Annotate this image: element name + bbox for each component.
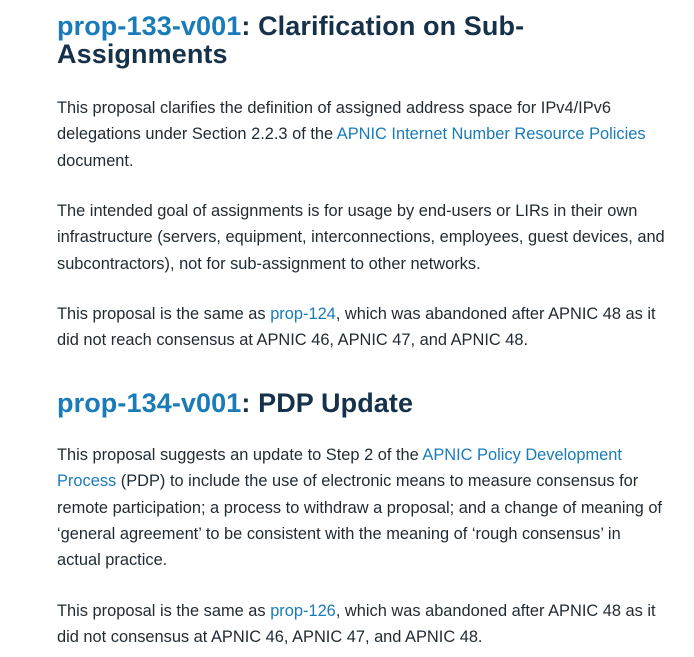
paragraph-text: This proposal suggests an update to Step 2 of the [57,446,423,464]
prop-134-link[interactable]: prop-134-v001 [57,388,242,418]
paragraph-text: This proposal is the same as [57,602,271,620]
paragraph-text: , which was abandoned after APNIC 48 as it did not consensus at APNIC 46, APNIC 47, and APNIC 48. [57,602,656,647]
apnic-internet-number-resource-policies-link[interactable]: APNIC Internet Number Resource Policies [336,125,646,144]
prop-133-goal-paragraph: The intended goal of assignments is for usage by end-users or LIRs in their own infrastructure (servers, equipment, interconnections, employees, guest devices, and subcontractors), not for sub-assignment to other networks. [57,202,665,273]
prop-124-link[interactable]: prop-124 [270,305,336,323]
paragraph-text: document. [57,151,134,170]
section-heading-prop-133 [57,12,667,68]
paragraph-text: This proposal is the same as [57,305,271,323]
prop-134-summary-paragraph [57,442,667,573]
prop-133-link[interactable]: prop-133-v001 [57,11,242,41]
paragraph-text: , which was abandoned after APNIC 48 as it did not reach consensus at APNIC 46, APNIC 47, and APNIC 48. [57,305,656,350]
paragraph-text: This proposal clarifies the definition of assigned address space for IPv4/IPv6 delegations under Section 2.2.3 of the [57,99,611,144]
prop-126-link[interactable]: prop-126 [270,602,336,620]
heading-title: : PDP Update [241,388,414,418]
paragraph-text: (PDP) to include the use of electronic means to measure consensus for remote participation; a process to withdraw a proposal; and a change of meaning of ‘general agreement’ to be consistent with the meaning of ‘rough consensus’ in actual practice. [57,472,662,570]
apnic-policy-development-process-link[interactable]: APNIC Policy Development Process [57,446,622,491]
prop-133-history-paragraph [57,301,667,354]
prop-133-summary-paragraph [57,95,667,174]
prop-134-history-paragraph [57,598,667,651]
section-heading-prop-134 [57,389,413,417]
heading-title: : Clarification on Sub-Assignments [57,11,525,69]
